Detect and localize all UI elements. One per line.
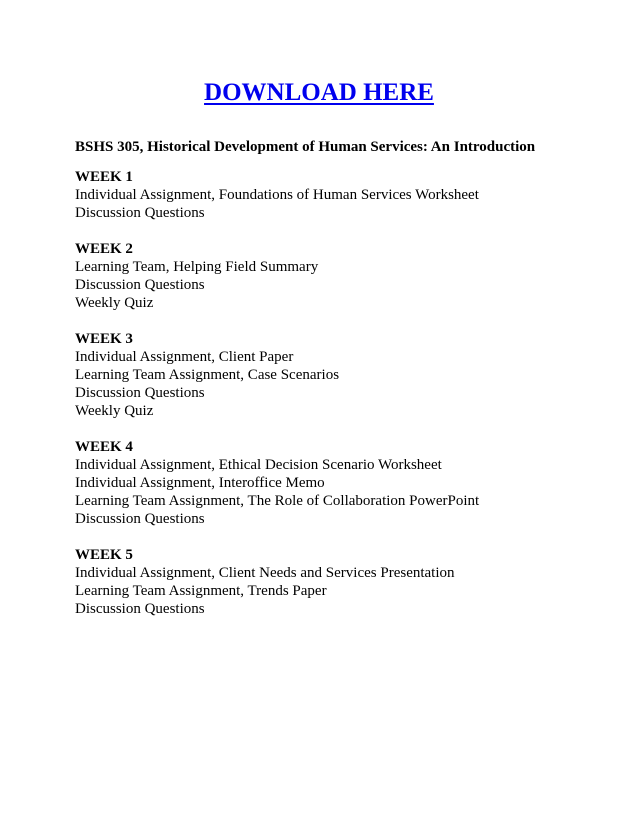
week-section-1 [75, 168, 595, 222]
week-section-3 [75, 330, 595, 420]
week-title: WEEK 2 [75, 241, 133, 257]
download-here-link[interactable]: DOWNLOAD HERE [204, 79, 434, 106]
download-link-container [0, 78, 638, 108]
week-title: WEEK 4 [75, 439, 133, 455]
list-item: Weekly Quiz [75, 295, 154, 311]
list-item: Learning Team Assignment, The Role of Collaboration PowerPoint [75, 493, 480, 509]
week-title: WEEK 5 [75, 547, 133, 563]
list-item: Learning Team Assignment, Case Scenarios [75, 367, 340, 383]
course-title: BSHS 305, Historical Development of Human Services: An Introduction [75, 139, 536, 155]
list-item: Discussion Questions [75, 205, 205, 221]
week-section-5 [75, 546, 595, 618]
list-item: Individual Assignment, Client Paper [75, 349, 294, 365]
list-item: Individual Assignment, Interoffice Memo [75, 475, 325, 491]
week-title: WEEK 3 [75, 331, 133, 347]
list-item: Learning Team, Helping Field Summary [75, 259, 319, 275]
list-item: Learning Team Assignment, Trends Paper [75, 583, 327, 599]
document-content [75, 138, 595, 636]
list-item: Weekly Quiz [75, 403, 154, 419]
list-item: Individual Assignment, Foundations of Human Services Worksheet [75, 187, 479, 203]
list-item: Discussion Questions [75, 385, 205, 401]
list-item: Discussion Questions [75, 601, 205, 617]
list-item: Individual Assignment, Client Needs and Services Presentation [75, 565, 455, 581]
list-item: Discussion Questions [75, 511, 205, 527]
week-title: WEEK 1 [75, 169, 133, 185]
week-section-2 [75, 240, 595, 312]
week-section-4 [75, 438, 595, 528]
list-item: Discussion Questions [75, 277, 205, 293]
list-item: Individual Assignment, Ethical Decision Scenario Worksheet [75, 457, 442, 473]
